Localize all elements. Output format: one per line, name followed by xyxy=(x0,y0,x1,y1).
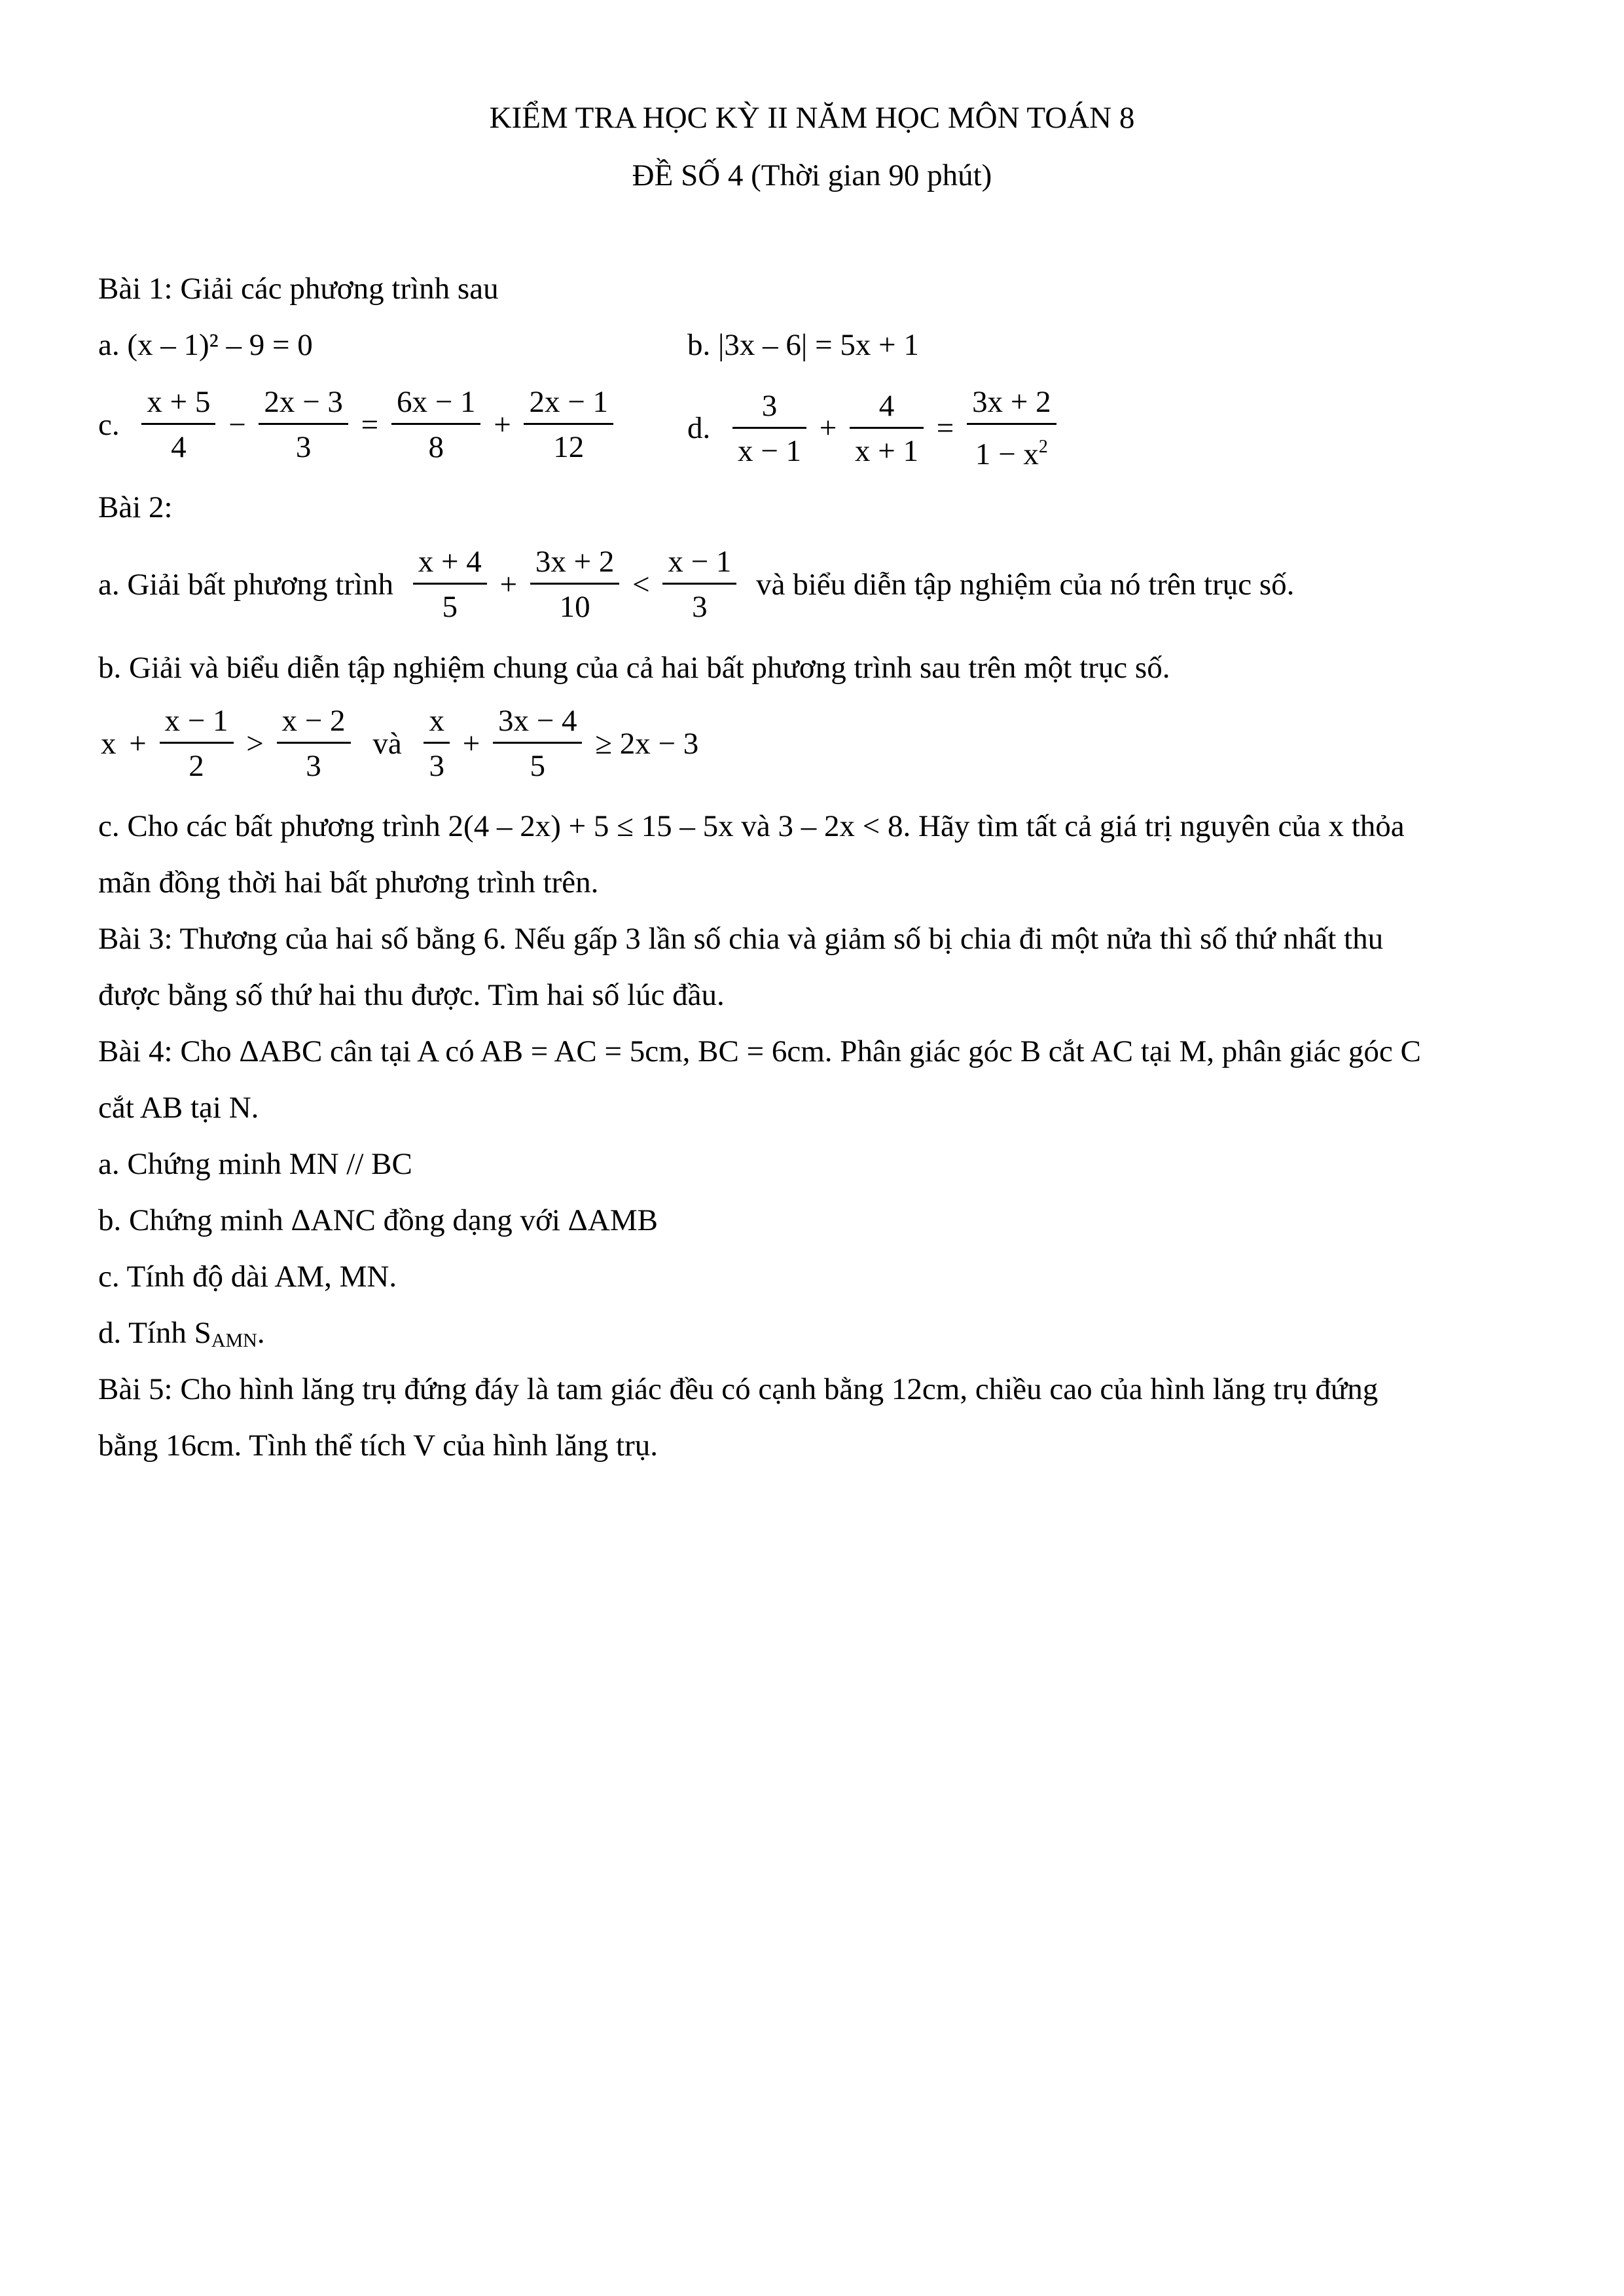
bai4-line1: Bài 4: Cho ΔABC cân tại A có AB = AC = 5cm, BC = 6cm. Phân giác góc B cắt AC tại M, phân giác góc C xyxy=(98,1034,1421,1068)
bai1-d-label: d. xyxy=(687,411,711,445)
exam-subtitle: ĐỀ SỐ 4 (Thời gian 90 phút) xyxy=(632,158,992,192)
bai2-a-suffix: và biểu diễn tập nghiệm của nó trên trục số. xyxy=(756,567,1295,602)
fraction: $\frac{3x + 2}{1 - x^2}$ xyxy=(967,385,1056,471)
exam-title: KIỂM TRA HỌC KỲ II NĂM HỌC MÔN TOÁN 8 xyxy=(489,101,1135,135)
bai1-c-label: c. xyxy=(98,407,120,442)
fraction: $\frac{x}{3}$ xyxy=(424,704,450,783)
operator: > xyxy=(246,726,264,761)
bai4-b: b. Chứng minh ΔANC đồng dạng với ΔAMB xyxy=(98,1203,658,1237)
bai5-line2: bằng 16cm. Tình thể tích V của hình lăng trụ. xyxy=(98,1429,658,1463)
bai1-c-equation xyxy=(98,385,616,464)
operator: + xyxy=(462,726,480,761)
fraction: $\frac{x + 5}{4}$ xyxy=(141,385,215,464)
bai2-c-line1: c. Cho các bất phương trình 2(4 – 2x) + 5 ≤ 15 – 5x và 3 – 2x < 8. Hãy tìm tất cả giá trị nguyên của x thỏa xyxy=(98,809,1405,843)
bai3-line2: được bằng số thứ hai thu được. Tìm hai số lúc đầu. xyxy=(98,978,725,1012)
bai3-line1: Bài 3: Thương của hai số bằng 6. Nếu gấp 3 lần số chia và giảm số bị chia đi một nửa thì số thứ nhất thu xyxy=(98,922,1384,956)
fraction: $\frac{3x - 4}{5}$ xyxy=(493,704,583,783)
bai4-c: c. Tính độ dài AM, MN. xyxy=(98,1260,397,1294)
bai2-a-prefix: a. Giải bất phương trình xyxy=(98,567,394,602)
bai2-a-inequality xyxy=(98,545,1294,624)
fraction: $\frac{3x + 2}{10}$ xyxy=(530,545,620,624)
fraction: $\frac{x - 2}{3}$ xyxy=(277,704,351,783)
bai1-heading: Bài 1: Giải các phương trình sau xyxy=(98,272,499,306)
fraction: $\frac{3}{x - 1}$ xyxy=(732,389,806,468)
bai2-b-inequalities xyxy=(98,704,701,783)
operator: + xyxy=(819,411,837,445)
bai2-heading: Bài 2: xyxy=(98,490,173,524)
operator: = xyxy=(361,407,379,442)
operator: < xyxy=(632,567,650,602)
bai4-d: d. Tính $S_{AMN}$. xyxy=(98,1316,265,1351)
bai2-c-line2: mãn đồng thời hai bất phương trình trên. xyxy=(98,866,599,900)
term: x xyxy=(101,726,117,761)
rhs: ≥ 2x − 3 xyxy=(595,726,699,761)
operator: − xyxy=(228,407,246,442)
fraction: $\frac{6x - 1}{8}$ xyxy=(391,385,481,464)
fraction: $\frac{x - 1}{2}$ xyxy=(160,704,234,783)
fraction: $\frac{x + 4}{5}$ xyxy=(413,545,487,624)
fraction: $\frac{4}{x + 1}$ xyxy=(850,389,924,468)
operator: + xyxy=(499,567,518,602)
conjunction: và xyxy=(372,726,402,761)
bai1-a: a. (x – 1)² – 9 = 0 xyxy=(98,328,313,362)
bai1-d-equation xyxy=(687,385,1059,471)
bai4-a: a. Chứng minh MN // BC xyxy=(98,1147,412,1181)
bai2-b: b. Giải và biểu diễn tập nghiệm chung của cả hai bất phương trình sau trên một trục số. xyxy=(98,651,1170,685)
operator: + xyxy=(494,407,511,442)
bai1-b: b. |3x – 6| = 5x + 1 xyxy=(687,328,919,362)
bai5-line1: Bài 5: Cho hình lăng trụ đứng đáy là tam giác đều có cạnh bằng 12cm, chiều cao của hình lăng trụ đứng xyxy=(98,1372,1379,1406)
fraction: $\frac{2x - 1}{12}$ xyxy=(524,385,613,464)
bai4-line2: cắt AB tại N. xyxy=(98,1091,259,1125)
operator: = xyxy=(936,411,954,445)
fraction: $\frac{x - 1}{3}$ xyxy=(662,545,736,624)
fraction: $\frac{2x - 3}{3}$ xyxy=(259,385,348,464)
operator: + xyxy=(129,726,147,761)
